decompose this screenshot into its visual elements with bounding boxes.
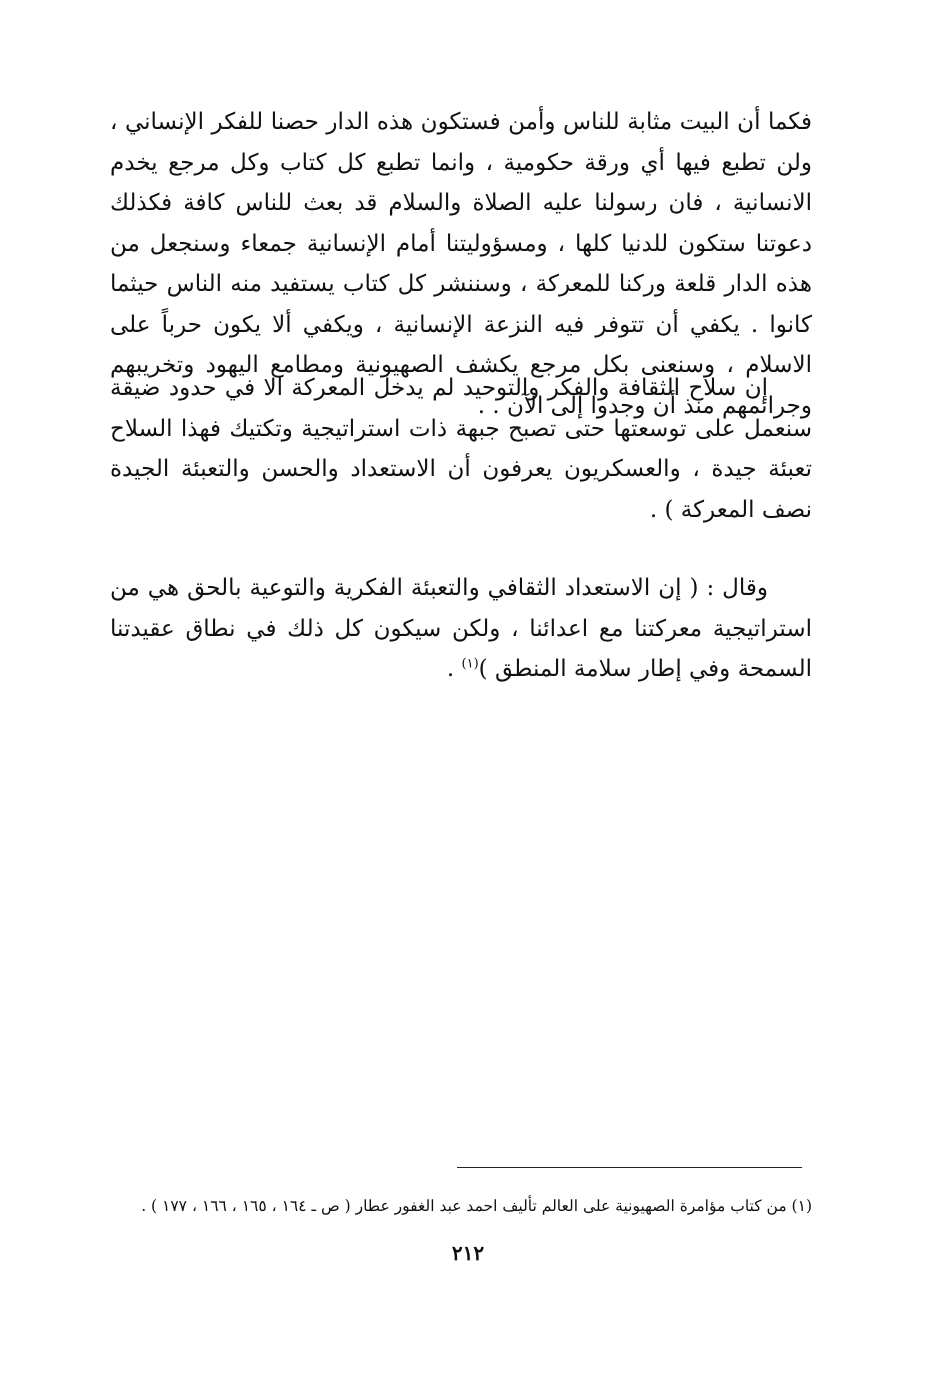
paragraph-3-text: وقال : ( إن الاستعداد الثقافي والتعبئة الفكرية والتوعية بالحق هي من استراتيجية معركتنا مع اعدائنا ، ولكن سيكون كل ذلك في نطاق عقيدتنا السمحة وفي إطار سلامة المنطق ) <box>110 575 812 682</box>
paragraph-1: فكما أن البيت مثابة للناس وأمن فستكون هذه الدار حصنا للفكر الإنساني ، ولن تطبع فيها أي ورقة حكومية ، وانما تطبع كل كتاب وكل مرجع يخدم الانسانية ، فان رسولنا عليه الصلاة والسلام قد بعث للناس كافة فكذلك دعوتنا ستكون للدنيا كلها ، ومسؤوليتنا أمام الإنسانية جمعاء وسنجعل من هذه الدار قلعة وركنا للمعركة ، وسننشر كل كتاب يستفيد منه الناس حيثما كانوا . يكفي أن تتوفر فيه النزعة الإنسانية ، ويكفي ألا يكون حرباً على الاسلام ، وسنعنى بكل مرجع يكشف الصهيونية ومطامع اليهود وتخريبهم وجرائمهم منذ أن وجدوا إلى الآن . . <box>110 109 812 419</box>
paragraph-3 <box>110 568 812 690</box>
footnote-reference-mark: (١) <box>461 656 479 672</box>
paragraph-3-end: . <box>446 656 462 682</box>
footnote: (١) من كتاب مؤامرة الصهيونية على العالم تأليف احمد عبد الغفور عطار ( ص ـ ١٦٤ ، ١٦٥ ، ١٦٦ ، ١٧٧ ) . <box>141 1197 812 1215</box>
paragraph-2: إن سلاح الثقافة والفكر والتوحيد لم يدخل المعركة الا في حدود ضيقة سنعمل على توسعتها حتى تصبح جبهة ذات استراتيجية وتكتيك فهذا السلاح تعبئة جيدة ، والعسكريون يعرفون أن الاستعداد والحسن والتعبئة الجيدة نصف المعركة ) . <box>110 375 812 523</box>
footnote-separator-rule <box>457 1167 802 1168</box>
page-number: ٢١٢ <box>451 1241 485 1265</box>
